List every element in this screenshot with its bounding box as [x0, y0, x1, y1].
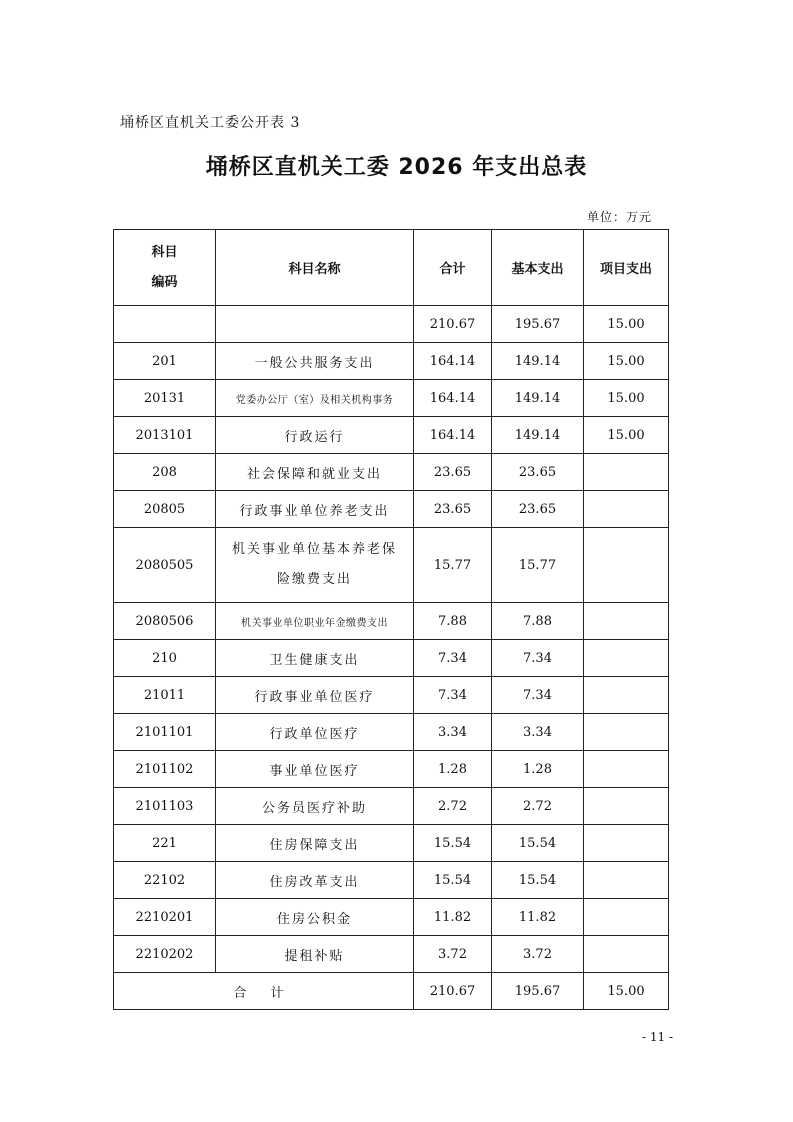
- cell-total: 7.34: [414, 640, 492, 677]
- cell-name: 行政事业单位医疗: [216, 677, 414, 714]
- table-row: [114, 751, 669, 788]
- table-row: [114, 491, 669, 528]
- header-total: 合计: [414, 230, 492, 306]
- cell-name: [216, 528, 414, 603]
- cell-basic: 149.14: [492, 417, 584, 454]
- cell-total: 11.82: [414, 899, 492, 936]
- cell-total: 23.65: [414, 491, 492, 528]
- cell-code: 2080505: [114, 528, 216, 603]
- cell-name: 住房保障支出: [216, 825, 414, 862]
- cell-project: [584, 491, 669, 528]
- cell-basic: 2.72: [492, 788, 584, 825]
- cell-project: 15.00: [584, 306, 669, 343]
- table-total-row: [114, 973, 669, 1010]
- table-row: [114, 380, 669, 417]
- cell-name: 行政运行: [216, 417, 414, 454]
- cell-project: [584, 603, 669, 640]
- header-project: 项目支出: [584, 230, 669, 306]
- table-row: [114, 603, 669, 640]
- cell-project: [584, 677, 669, 714]
- cell-basic: 149.14: [492, 380, 584, 417]
- cell-basic: 23.65: [492, 454, 584, 491]
- cell-basic: 3.34: [492, 714, 584, 751]
- cell-code: 21011: [114, 677, 216, 714]
- cell-basic: 1.28: [492, 751, 584, 788]
- cell-project: [584, 751, 669, 788]
- cell-code: 2210202: [114, 936, 216, 973]
- cell-basic: 7.34: [492, 640, 584, 677]
- cell-project: 15.00: [584, 380, 669, 417]
- cell-code: 2210201: [114, 899, 216, 936]
- header-basic: 基本支出: [492, 230, 584, 306]
- table-row: [114, 640, 669, 677]
- cell-code: 201: [114, 343, 216, 380]
- cell-total: 7.88: [414, 603, 492, 640]
- cell-basic: 195.67: [492, 306, 584, 343]
- table-row: [114, 677, 669, 714]
- cell-project: [584, 936, 669, 973]
- cell-basic: 15.77: [492, 528, 584, 603]
- table-row: [114, 862, 669, 899]
- cell-total: 7.34: [414, 677, 492, 714]
- table-row: [114, 899, 669, 936]
- cell-code: 221: [114, 825, 216, 862]
- cell-basic: 3.72: [492, 936, 584, 973]
- table-row: [114, 788, 669, 825]
- cell-name: 卫生健康支出: [216, 640, 414, 677]
- cell-total: 23.65: [414, 454, 492, 491]
- cell-project: [584, 862, 669, 899]
- cell-code: 20131: [114, 380, 216, 417]
- cell-basic: 7.34: [492, 677, 584, 714]
- cell-name: 行政事业单位养老支出: [216, 491, 414, 528]
- cell-name: 机关事业单位职业年金缴费支出: [216, 603, 414, 640]
- cell-project: [584, 899, 669, 936]
- cell-code: 2013101: [114, 417, 216, 454]
- cell-project: 15.00: [584, 417, 669, 454]
- cell-basic: 149.14: [492, 343, 584, 380]
- cell-name: 事业单位医疗: [216, 751, 414, 788]
- cell-basic: 15.54: [492, 862, 584, 899]
- cell-total: 210.67: [414, 306, 492, 343]
- cell-project: [584, 454, 669, 491]
- cell-code: 210: [114, 640, 216, 677]
- cell-total: 3.34: [414, 714, 492, 751]
- cell-name: 行政单位医疗: [216, 714, 414, 751]
- total-basic: 195.67: [492, 973, 584, 1010]
- cell-code: 2101102: [114, 751, 216, 788]
- cell-basic: 23.65: [492, 491, 584, 528]
- cell-name: [216, 306, 414, 343]
- total-label: 合 计: [114, 973, 414, 1010]
- table-row: [114, 306, 669, 343]
- table-row: [114, 417, 669, 454]
- cell-total: 15.77: [414, 528, 492, 603]
- cell-total: 164.14: [414, 417, 492, 454]
- cell-project: [584, 640, 669, 677]
- unit-note: 单位：万元: [586, 210, 652, 224]
- table-row: [114, 825, 669, 862]
- cell-basic: 15.54: [492, 825, 584, 862]
- table-row: [114, 936, 669, 973]
- cell-name: 公务员医疗补助: [216, 788, 414, 825]
- cell-name: 党委办公厅（室）及相关机构事务: [216, 380, 414, 417]
- cell-code: 2080506: [114, 603, 216, 640]
- cell-basic: 7.88: [492, 603, 584, 640]
- cell-total: 164.14: [414, 343, 492, 380]
- cell-total: 1.28: [414, 751, 492, 788]
- total-sum: 210.67: [414, 973, 492, 1010]
- cell-total: 15.54: [414, 825, 492, 862]
- cell-name: 社会保障和就业支出: [216, 454, 414, 491]
- table-row: [114, 528, 669, 603]
- cell-code: 2101103: [114, 788, 216, 825]
- header-code-line1: 科目: [151, 244, 178, 260]
- cell-name: 一般公共服务支出: [216, 343, 414, 380]
- cell-project: [584, 528, 669, 603]
- total-project: 15.00: [584, 973, 669, 1010]
- table-header-row: [114, 230, 669, 306]
- expenditure-table: [113, 229, 669, 1010]
- header-code-line2: 编码: [151, 274, 178, 290]
- page-number: - 11 -: [641, 1030, 673, 1044]
- cell-name: 住房改革支出: [216, 862, 414, 899]
- table-row: [114, 714, 669, 751]
- cell-name-line1: 机关事业单位基本养老保: [231, 542, 397, 557]
- header-code: [114, 230, 216, 306]
- page-title: 埇桥区直机关工委 2026 年支出总表: [205, 155, 588, 180]
- cell-code: 208: [114, 454, 216, 491]
- table-row: [114, 343, 669, 380]
- cell-project: 15.00: [584, 343, 669, 380]
- cell-code: 20805: [114, 491, 216, 528]
- cell-total: 3.72: [414, 936, 492, 973]
- cell-name: 提租补贴: [216, 936, 414, 973]
- document-label: 埇桥区直机关工委公开表 3: [120, 115, 301, 131]
- table-row: [114, 454, 669, 491]
- cell-project: [584, 825, 669, 862]
- cell-project: [584, 714, 669, 751]
- header-name: 科目名称: [216, 230, 414, 306]
- cell-name-line2: 险缴费支出: [276, 572, 352, 587]
- cell-code: [114, 306, 216, 343]
- cell-total: 164.14: [414, 380, 492, 417]
- cell-project: [584, 788, 669, 825]
- cell-total: 15.54: [414, 862, 492, 899]
- cell-code: 22102: [114, 862, 216, 899]
- cell-total: 2.72: [414, 788, 492, 825]
- cell-basic: 11.82: [492, 899, 584, 936]
- cell-code: 2101101: [114, 714, 216, 751]
- cell-name: 住房公积金: [216, 899, 414, 936]
